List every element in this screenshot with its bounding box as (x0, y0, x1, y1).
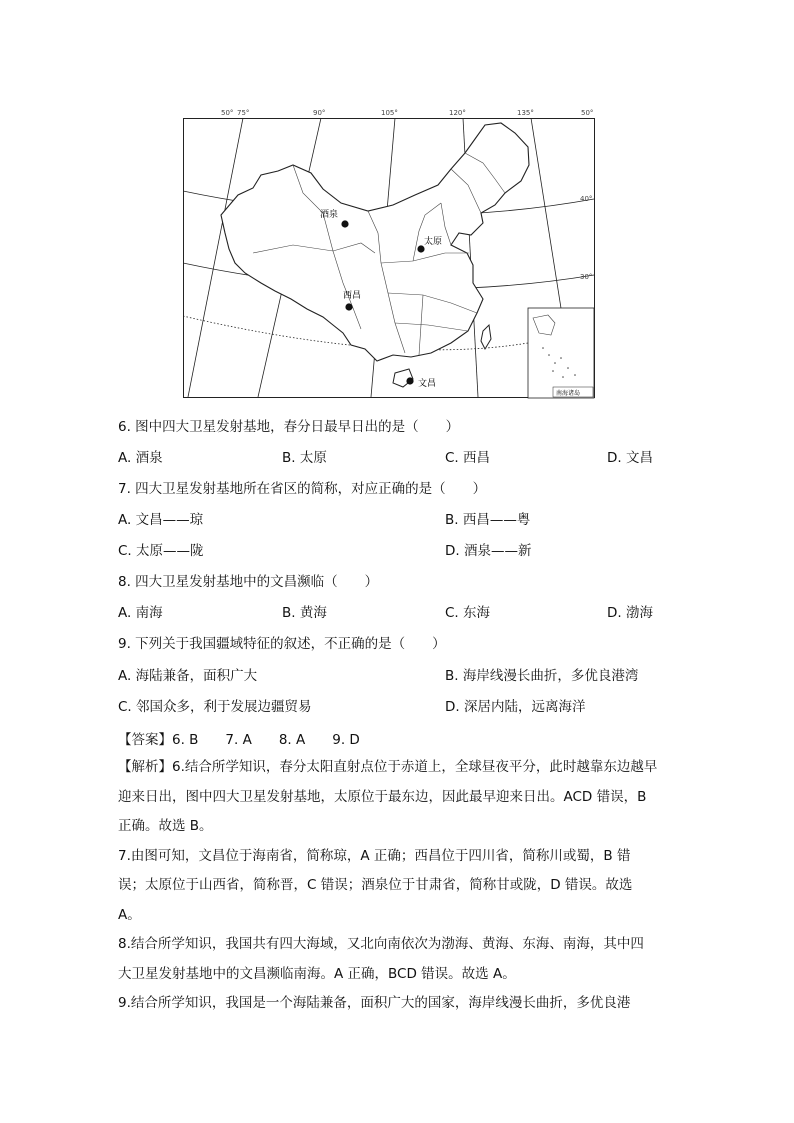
lon-label: 90° (313, 109, 326, 117)
lon-label: 50° (221, 109, 234, 117)
q8-option-a: A. 南海 (118, 605, 163, 621)
question-7-stem: 7. 四大卫星发射基地所在省区的简称，对应正确的是（ ） (118, 481, 487, 497)
q9-option-a: A. 海陆兼备，面积广大 (118, 668, 258, 684)
q7-option-c: C. 太原——陇 (118, 543, 204, 559)
q6-option-d: D. 文昌 (607, 450, 653, 466)
city-label-wenchang: 文昌 (418, 379, 437, 389)
explanation-line: 【解析】6.结合所学知识，春分太阳直射点位于赤道上，全球昼夜平分，此时越靠东边越早 (118, 759, 658, 775)
explanation-line: 9.结合所学知识，我国是一个海陆兼备，面积广大的国家，海岸线漫长曲折，多优良港 (118, 995, 631, 1011)
south-china-sea-inset (528, 308, 594, 398)
city-label-xichang: 西昌 (343, 291, 362, 301)
question-8-stem: 8. 四大卫星发射基地中的文昌濒临（ ） (118, 574, 379, 590)
explanation-line: 大卫星发射基地中的文昌濒临南海。A 正确，BCD 错误。故选 A。 (118, 965, 516, 982)
explanation-line: 8.结合所学知识，我国共有四大海域，又北向南依次为渤海、黄海、东海、南海，其中四 (118, 936, 644, 952)
q9-option-c: C. 邻国众多，利于发展边疆贸易 (118, 699, 312, 715)
city-label-jiuquan: 酒泉 (320, 210, 339, 220)
explanation-line: 7.由图可知，文昌位于海南省，简称琼，A 正确；西昌位于四川省，简称川或蜀，B 错 (118, 847, 631, 864)
q8-option-d: D. 渤海 (607, 605, 653, 621)
city-dot-wenchang (406, 377, 413, 384)
q7-option-b: B. 西昌——粤 (445, 512, 531, 528)
q8-option-b: B. 黄海 (282, 605, 327, 621)
lon-label: 75° (237, 109, 250, 117)
question-6-stem: 6. 图中四大卫星发射基地，春分日最早日出的是（ ） (118, 419, 460, 435)
explanation-block (118, 753, 678, 1019)
explanation-line: A。 (118, 906, 141, 923)
city-label-taiyuan: 太原 (424, 237, 443, 247)
q8-option-c: C. 东海 (445, 605, 491, 621)
lon-label: 135° (517, 109, 534, 117)
q7-option-d: D. 酒泉——新 (445, 543, 532, 559)
lon-label: 105° (381, 109, 398, 117)
q6-option-a: A. 酒泉 (118, 450, 163, 466)
q9-option-d: D. 深居内陆，远离海洋 (445, 699, 586, 715)
inset-caption: 南海诸岛 (556, 390, 581, 397)
lon-label: 120° (449, 109, 466, 117)
answer-line: 【答案】6. B 7. A 8. A 9. D (118, 732, 360, 748)
lat-label: 30° (580, 273, 593, 281)
explanation-line: 正确。故选 B。 (118, 818, 213, 834)
q6-option-c: C. 西昌 (445, 450, 491, 466)
lat-label: 40° (580, 195, 593, 203)
q9-option-b: B. 海岸线漫长曲折，多优良港湾 (445, 668, 639, 684)
explanation-line: 误；太原位于山西省，简称晋，C 错误；酒泉位于甘肃省，简称甘或陇，D 错误。故选 (118, 877, 633, 893)
lon-label: 50° (581, 109, 594, 117)
city-dot-jiuquan (341, 220, 348, 227)
city-dot-xichang (345, 303, 352, 310)
china-map-figure (183, 103, 595, 399)
longitude-labels (221, 109, 593, 117)
q7-option-a: A. 文昌——琼 (118, 512, 204, 528)
explanation-line: 迎来日出，图中四大卫星发射基地，太原位于最东边，因此最早迎来日出。ACD 错误，B (118, 788, 647, 805)
q6-option-b: B. 太原 (282, 450, 327, 466)
question-9-stem: 9. 下列关于我国疆域特征的叙述，不正确的是（ ） (118, 636, 446, 652)
